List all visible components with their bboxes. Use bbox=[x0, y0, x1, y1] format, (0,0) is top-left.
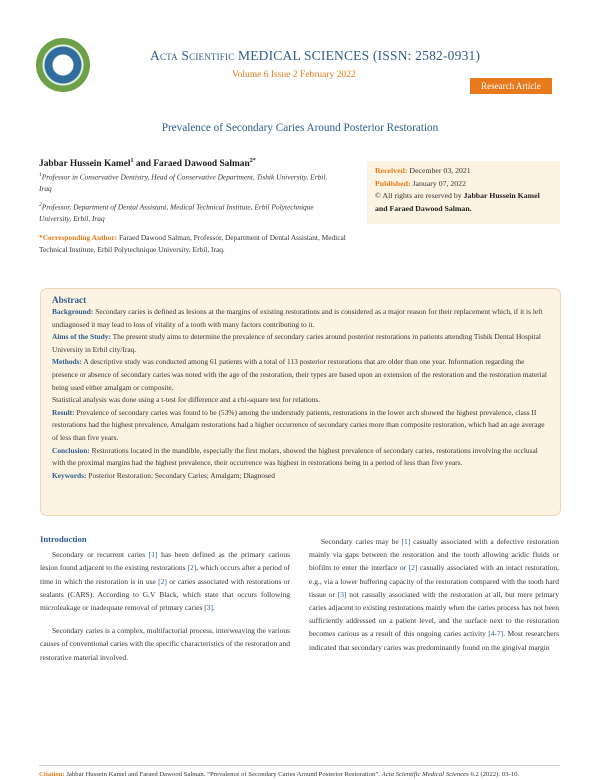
journal-logo bbox=[36, 38, 90, 92]
abstract-background: Background: Secondary caries is defined as lesions at the margins of existing restorations and is considered as a major reason for their replacement which, if it is left undiagnosed it may lead to loss of vitality of a tooth with many factors contributing to it. bbox=[52, 307, 543, 329]
intro-paragraph-3: Secondary caries may be [1] casually associated with a defective restoration mainly via gaps between the restoration and the tooth allowing acidic fluids or biofilm to enter the interface or [2] casually associated with an intact restoration, e.g., via a lower buffering capacity of the restoration compared with the tooth hard tissue or [3] not casually associated with the restoration at all, but mere primary caries adjacent to existing restorations mainly when the caries process has not been sufficiently addressed on a patient level, and the surface next to the restoration becomes carious as a result of this ongoing caries activity [4-7]. Most researchers indicated that secondary caries was predominantly found on the gingival margin bbox=[309, 537, 560, 652]
article-dates-box bbox=[367, 161, 560, 224]
reference-link[interactable]: [3] bbox=[204, 603, 214, 613]
citation: Citation: Jabbar Hussein Kamel and Faraed Dawood Salman. “Prevalence of Secondary Caries Around Posterior Restoration”. Acta Scientific Medical Sciences 6.2 (2022): 03-10. bbox=[39, 771, 520, 778]
introduction-heading: Introduction bbox=[40, 534, 87, 544]
author-list: Jabbar Hussein Kamel$^1$ and Faraed Dawood Salman$^{2*}$ bbox=[39, 158, 256, 170]
reference-link[interactable]: [2] bbox=[408, 563, 418, 573]
volume-info: Volume 6 Issue 2 February 2022 bbox=[232, 70, 356, 80]
reference-link[interactable]: [4-7] bbox=[488, 629, 504, 639]
intro-paragraph-1: Secondary or recurrent caries [1] has been defined as the primary carious lesion found adjacent to the existing restorations [2], which occurs after a period of time in which the restoration is in use [2] or caries associated with restorations or sealants (CARS). According to G.V Black, which state that occurs following microleakage or inadequate removal of primary caries [3]. bbox=[40, 550, 290, 613]
reference-link[interactable]: [3] bbox=[337, 589, 347, 599]
intro-paragraph-2: Secondary caries is a complex, multifactorial process, interweaving the various causes of conventional caries with the specific characteristics of the restoration and restorative material involved. bbox=[40, 626, 290, 662]
affiliation-1: $^1$Professor in Conservative Dentistry, Head of Conservative Department, Tishik University, Erbil, Iraq bbox=[39, 172, 328, 194]
rights-statement: © All rights are reserved by Jabbar Hussein Kamel and Faraed Dawood Salman. bbox=[375, 191, 540, 213]
abstract-conclusion: Conclusion: Restorations located in the mandible, especially the first molars, showed the highest prevalence of secondary caries, restorations involving the occlusal with the proximal margins had the highest prevalence, their occurrence was highest in restorations being in a period of less than five years. bbox=[52, 445, 538, 468]
left-column bbox=[40, 533, 290, 674]
article-title: Prevalence of Secondary Caries Around Posterior Restoration bbox=[161, 122, 439, 134]
abstract-heading: Abstract bbox=[52, 295, 87, 305]
received-date: Received: December 03, 2021 bbox=[375, 166, 471, 175]
reference-link[interactable]: [2] bbox=[187, 563, 197, 573]
published-date: Published: January 07, 2022 bbox=[375, 178, 466, 188]
abstract-aims: Aims of the Study: The present study aims to determine the prevalence of secondary caries around posterior restorations in patients attending Tishik Dental Hospital University in Erbil city/Iraq. bbox=[52, 332, 541, 354]
journal-name bbox=[150, 48, 480, 64]
affiliation-2: $^2$Professor, Department of Dental Assistant, Medical Technical Institute, Erbil Polytechnique University, Erbil, Iraq bbox=[39, 202, 314, 224]
abstract-result: Result: Prevalence of secondary caries was found to be (53%) among the understudy patients, restorations in the lower arch showed the highest prevalence, class II restorations had the highest prevalence, Amalgam restorations had a higher occurrence of secondary caries more than composite restoration, which had an age average of less than five years. bbox=[52, 407, 545, 442]
abstract-methods: Methods: A descriptive study was conducted among 61 patients with a total of 113 posterior restorations that are older than one year. Information regarding the presence or absence of secondary caries was noted with the age of the restoration, their types are based upon an extension of the restoration and the restoration material being used either amalgam or composite. bbox=[52, 357, 547, 392]
abstract-box bbox=[40, 288, 561, 516]
right-column bbox=[309, 535, 559, 664]
corresponding-author: *Corresponding Author: Faraed Dawood Salman, Professor, Department of Dental Assistant, Medical Technical Institute, Erbil Polytechnique University, Erbil, Iraq. bbox=[39, 233, 346, 254]
abstract-keywords: Keywords: Posterior Restoration; Secondary Caries; Amalgam; Diagnosed bbox=[52, 470, 275, 480]
reference-link[interactable]: [1] bbox=[148, 550, 158, 560]
footer-divider bbox=[39, 765, 560, 766]
reference-link[interactable]: [2] bbox=[158, 576, 167, 586]
journal-rest: MEDICAL SCIENCES (ISSN: 2582-0931) bbox=[234, 48, 481, 63]
journal-prefix: Acta Scientific bbox=[150, 48, 235, 63]
abstract-statistics: Statistical analysis was done using a t-test for difference and a chi-square test for relations. bbox=[52, 395, 321, 405]
reference-link[interactable]: [1] bbox=[401, 537, 411, 546]
article-type-badge: Research Article bbox=[470, 78, 552, 94]
